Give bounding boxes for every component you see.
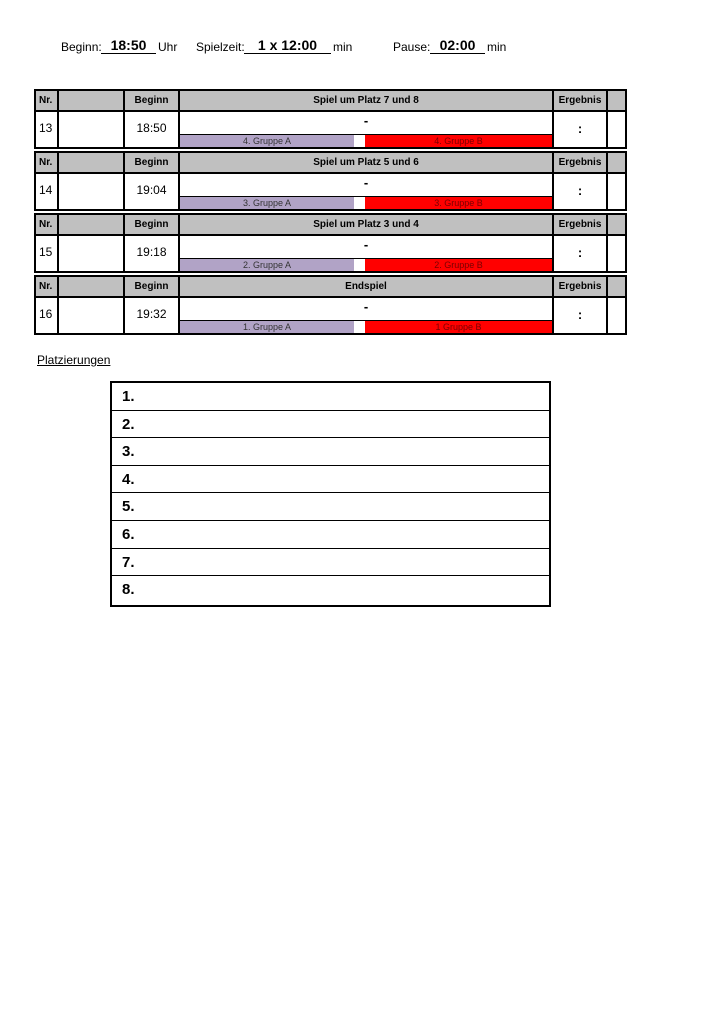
match-block — [34, 213, 627, 273]
beginn-header: Beginn — [125, 153, 178, 172]
placement-row: 1. — [112, 383, 549, 411]
spielzeit-unit: min — [333, 40, 353, 54]
match-dash: - — [363, 299, 369, 314]
match-time: 18:50 — [136, 121, 167, 135]
team-b: 2. Gruppe B — [365, 258, 552, 271]
spielzeit-label: Spielzeit: — [196, 40, 245, 54]
beginn-label: Beginn: — [61, 40, 102, 54]
team-a: 1. Gruppe A — [180, 320, 354, 333]
blank-header — [59, 91, 123, 110]
team-a: 2. Gruppe A — [180, 258, 354, 271]
match-title: Spiel um Platz 3 und 4 — [180, 215, 552, 234]
match-score: : — [577, 307, 583, 322]
column-divider — [606, 91, 608, 147]
match-dash: - — [363, 237, 369, 252]
team-b: 1 Gruppe B — [365, 320, 552, 333]
match-number: 16 — [39, 307, 53, 321]
ergebnis-header: Ergebnis — [554, 91, 606, 110]
column-divider — [57, 153, 59, 209]
match-time: 19:04 — [136, 183, 167, 197]
match-number: 13 — [39, 121, 53, 135]
placement-row: 6. — [112, 521, 549, 549]
team-a: 3. Gruppe A — [180, 196, 354, 209]
match-title: Spiel um Platz 7 und 8 — [180, 91, 552, 110]
placements-table — [110, 381, 551, 607]
match-block — [34, 89, 627, 149]
team-spacer — [354, 196, 365, 209]
uhr-label: Uhr — [158, 40, 178, 54]
column-divider — [606, 215, 608, 271]
placement-row: 2. — [112, 411, 549, 439]
team-spacer — [354, 134, 365, 147]
beginn-header: Beginn — [125, 215, 178, 234]
nr-header: Nr. — [36, 215, 57, 234]
match-block — [34, 275, 627, 335]
blank-header — [59, 215, 123, 234]
column-divider — [57, 215, 59, 271]
ergebnis-header: Ergebnis — [554, 153, 606, 172]
match-title: Spiel um Platz 5 und 6 — [180, 153, 552, 172]
match-time: 19:18 — [136, 245, 167, 259]
team-b: 3. Gruppe B — [365, 196, 552, 209]
team-a: 4. Gruppe A — [180, 134, 354, 147]
blank-header-right — [608, 153, 625, 172]
match-time: 19:32 — [136, 307, 167, 321]
column-divider — [57, 277, 59, 333]
placement-row: 3. — [112, 438, 549, 466]
team-spacer — [354, 258, 365, 271]
ergebnis-header: Ergebnis — [554, 215, 606, 234]
spielzeit-value: 1 x 12:00 — [244, 37, 331, 54]
team-spacer — [354, 320, 365, 333]
column-divider — [606, 277, 608, 333]
column-divider — [606, 153, 608, 209]
placement-row: 4. — [112, 466, 549, 494]
pause-value: 02:00 — [430, 37, 485, 54]
match-score: : — [577, 245, 583, 260]
placement-row: 7. — [112, 549, 549, 577]
beginn-value: 18:50 — [101, 37, 156, 54]
beginn-header: Beginn — [125, 277, 178, 296]
column-divider — [57, 91, 59, 147]
match-title: Endspiel — [180, 277, 552, 296]
match-number: 15 — [39, 245, 53, 259]
match-score: : — [577, 121, 583, 136]
match-dash: - — [363, 175, 369, 190]
blank-header — [59, 277, 123, 296]
ergebnis-header: Ergebnis — [554, 277, 606, 296]
placement-row: 8. — [122, 581, 135, 599]
beginn-header: Beginn — [125, 91, 178, 110]
pause-label: Pause: — [393, 40, 431, 54]
match-block — [34, 151, 627, 211]
nr-header: Nr. — [36, 91, 57, 110]
nr-header: Nr. — [36, 153, 57, 172]
blank-header-right — [608, 215, 625, 234]
pause-unit: min — [487, 40, 507, 54]
match-dash: - — [363, 113, 369, 128]
blank-header — [59, 153, 123, 172]
match-score: : — [577, 183, 583, 198]
blank-header-right — [608, 91, 625, 110]
blank-header-right — [608, 277, 625, 296]
placement-row: 5. — [112, 493, 549, 521]
match-number: 14 — [39, 183, 53, 197]
placements-title: Platzierungen — [37, 353, 111, 367]
nr-header: Nr. — [36, 277, 57, 296]
team-b: 4. Gruppe B — [365, 134, 552, 147]
